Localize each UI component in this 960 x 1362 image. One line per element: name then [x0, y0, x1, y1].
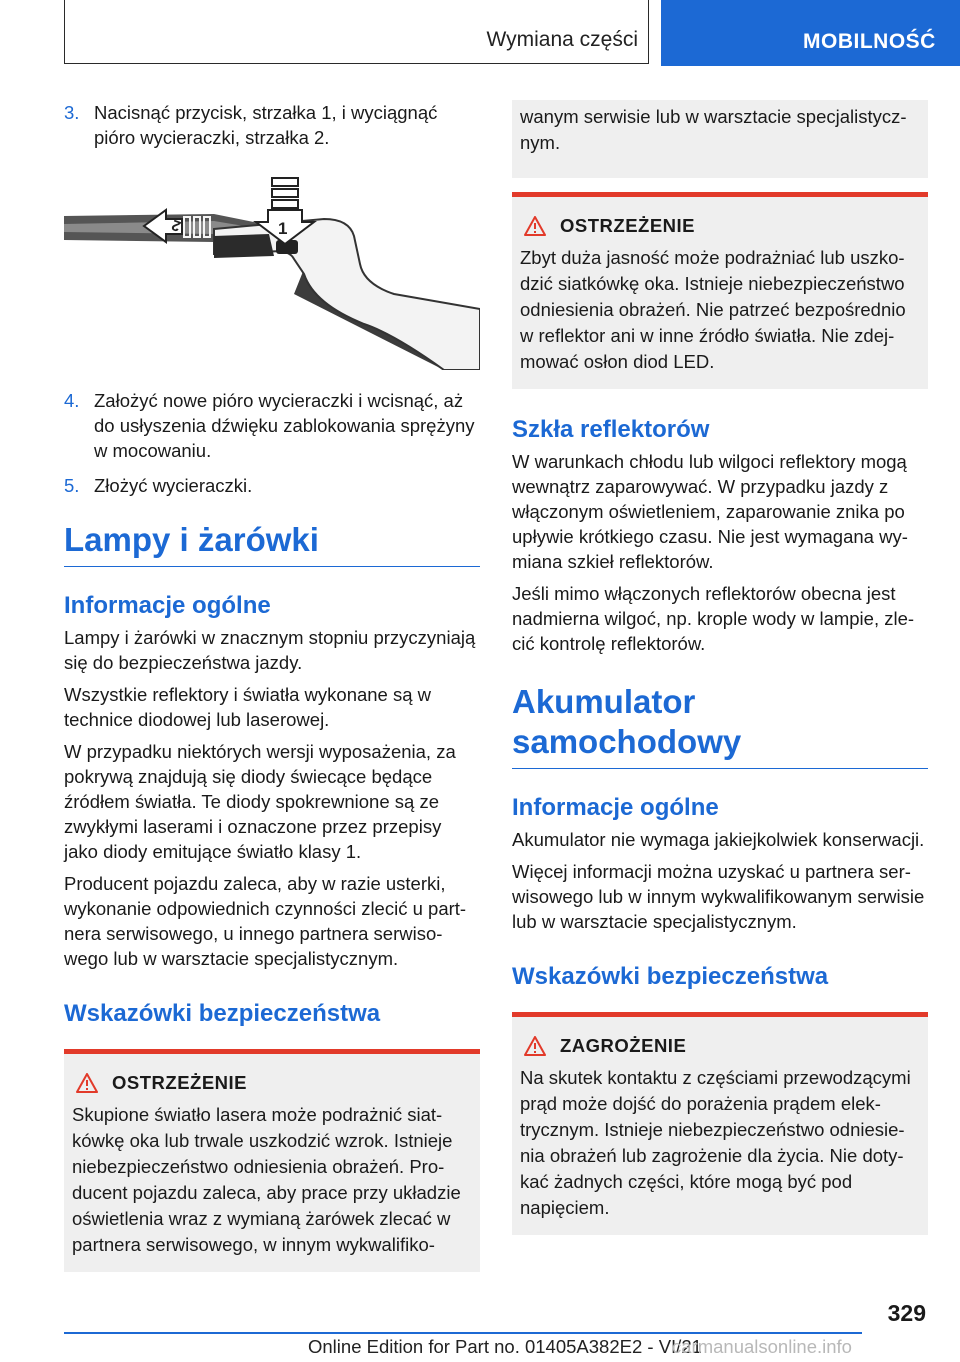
step-number: 3. [64, 102, 80, 123]
warning-box-continuation: wanym serwisie lub w warsztacie specjalistycznym. [512, 100, 928, 178]
section-heading-general-info: Informacje ogólne [64, 592, 271, 619]
step-3 [64, 100, 480, 150]
step-4 [64, 388, 480, 463]
header-left-rule [64, 0, 65, 64]
paragraph: Lampy i żarówki w znacznym stopniu przyczyniają się do bezpieczeństwa jazdy. [64, 627, 476, 673]
footer-edition: Online Edition for Part no. 01405A382E2 - VI/21 [308, 1336, 702, 1357]
step-text: Złożyć wycieraczki. [94, 475, 253, 496]
paragraph: Akumulator nie wymaga jakiejkolwiek konserwacji. [512, 829, 925, 850]
chapter-tab: MOBILNOŚĆ [661, 0, 960, 66]
step-number: 4. [64, 390, 80, 411]
header-right-rule [648, 0, 649, 64]
header-section-title: Wymiana części [486, 28, 638, 51]
left-column [64, 100, 480, 1272]
warning-triangle-icon [524, 216, 546, 236]
warning-triangle-icon [524, 1036, 546, 1056]
section-heading-general-info: Informacje ogólne [512, 794, 719, 821]
chapter-title-lamps: Lampy i żarówki [64, 520, 480, 567]
paragraph: Więcej informacji można uzyskać u partnera serwisowego lub w innym wykwalifikowanym serwisie lub w warsztacie specjalistycznym. [512, 861, 925, 932]
figure-label-2: 2 [169, 215, 184, 235]
warning-title [72, 1072, 472, 1094]
step-text: Nacisnąć przycisk, strzałka 1, i wyciągnąć pióro wycieraczki, strzałka 2. [94, 102, 438, 148]
paragraph: W przypadku niektórych wersji wyposażenia, za pokrywą znajdują się diody świecące będące źródłem światła. Te diody spokrewnione są ze zwykłymi laserami i oznaczone przez przepisy jako diody emitujące światło klasy 1. [64, 741, 456, 862]
danger-title [520, 1035, 920, 1057]
step-text: Założyć nowe pióro wycieraczki i wcisnąć, aż do usłyszenia dźwięku zablokowania sprężyny w mocowaniu. [94, 390, 475, 461]
figure-label-1: 1 [278, 219, 288, 238]
warning-title [520, 215, 920, 237]
warning-text: Zbyt duża jasność może podrażniać lub uszkodzić siatkówkę oka. Istnieje niebezpieczeństwo odniesienia obrażeń. Nie patrzeć bezpośrednio w reflektor ani w inne źródło światła. Nie zdejmować osłon diod LED. [520, 247, 906, 372]
footer-watermark: carmanualsonline.info [672, 1336, 852, 1357]
section-heading-headlight-glass: Szkła reflektorów [512, 416, 710, 443]
paragraph: Producent pojazdu zaleca, aby w razie usterki, wykonanie odpowiednich czynności zlecić u partnera serwisowego, u innego partnera serwisowego lub w warsztacie specjalistycznym. [64, 873, 467, 969]
warning-box-brightness [512, 192, 928, 389]
paragraph: W warunkach chłodu lub wilgoci reflektory mogą wewnątrz zaparowywać. W przypadku jazdy z włączonym oświetleniem, zaparowanie znika po upływie krótkiego czasu. Nie jest wymagana wymiana szkieł reflektorów. [512, 451, 908, 572]
section-heading-safety: Wskazówki bezpieczeństwa [512, 963, 829, 990]
header-bottom-rule [64, 63, 648, 64]
step-number: 5. [64, 475, 80, 496]
section-heading-safety: Wskazówki bezpieczeństwa [64, 1000, 381, 1027]
right-column [512, 100, 928, 1235]
wiper-blade-figure [64, 174, 480, 370]
danger-box [512, 1012, 928, 1235]
warning-title-text: OSTRZEŻENIE [560, 215, 696, 236]
warning-text: Skupione światło lasera może podrażnić siatkówkę oka lub trwale uszkodzić wzrok. Istnieje niebezpieczeństwo odniesienia obrażeń. Producent pojazdu zaleca, aby prace przy układzie oświetlenia wraz z wymianą żarówek zlecać w partnera serwisowego, w innym wykwalifiko- [72, 1104, 461, 1255]
danger-title-text: ZAGROŻENIE [560, 1035, 687, 1056]
step-5 [64, 473, 480, 498]
warning-triangle-icon [76, 1073, 98, 1093]
warning-title-text: OSTRZEŻENIE [112, 1072, 248, 1093]
chapter-title-battery: Akumulator samochodowy [512, 682, 928, 769]
paragraph: Wszystkie reflektory i światła wykonane są w technice diodowej lub laserowej. [64, 684, 432, 730]
footer-rule [64, 1332, 862, 1334]
danger-text: Na skutek kontaktu z częściami przewodzącymi prąd może dojść do porażenia prądem elektrycznym. Istnieje niebezpieczeństwo odniesienia obrażeń lub zagrożenie dla życia. Nie dotykać żadnych części, które mogą być pod napięciem. [520, 1067, 911, 1218]
warning-box-laser [64, 1049, 480, 1272]
page-number: 329 [887, 1300, 926, 1326]
paragraph: Jeśli mimo włączonych reflektorów obecna jest nadmierna wilgoć, np. krople wody w lampie, zlecić kontrolę reflektorów. [512, 583, 915, 654]
